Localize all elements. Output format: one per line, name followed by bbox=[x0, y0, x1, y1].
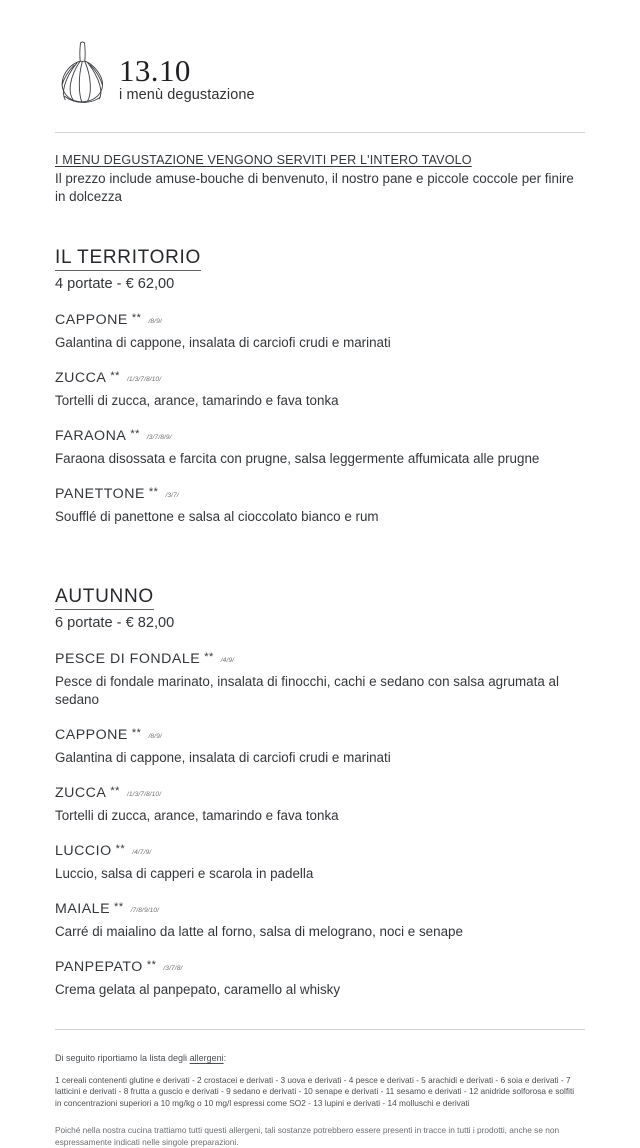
course-name: PANETTONE bbox=[55, 486, 145, 502]
course-description: Soufflé di panettone e salsa al cioccolato bianco e rum bbox=[55, 509, 379, 524]
course-allergen-codes: /4/9/ bbox=[220, 657, 235, 664]
course-stars: ** bbox=[131, 727, 142, 739]
course-allergen-codes: /1/3/7/8/10/ bbox=[126, 376, 162, 383]
course-name: ZUCCA bbox=[55, 785, 107, 801]
course-heading bbox=[55, 784, 585, 805]
course-stars: ** bbox=[146, 959, 157, 971]
course-item bbox=[55, 650, 585, 709]
course-item bbox=[55, 485, 585, 526]
course-allergen-codes: /8/9/ bbox=[148, 733, 162, 740]
course-stars: ** bbox=[148, 486, 159, 498]
course-heading bbox=[55, 369, 585, 390]
course-description: Tortelli di zucca, arance, tamarindo e fava tonka bbox=[55, 393, 339, 408]
course-item bbox=[55, 427, 585, 468]
course-item bbox=[55, 726, 585, 767]
menu-price-line: 6 portate - € 82,00 bbox=[55, 615, 175, 631]
menu-title: IL TERRITORIO bbox=[55, 247, 201, 271]
course-description: Carré di maialino da latte al forno, salsa di melograno, noci e senape bbox=[55, 924, 463, 939]
course-item bbox=[55, 842, 585, 883]
course-heading bbox=[55, 650, 585, 671]
course-stars: ** bbox=[130, 428, 140, 440]
course-description: Galantina di cappone, insalata di carciofi crudi e marinati bbox=[55, 335, 391, 350]
allergen-lead-suffix: : bbox=[223, 1053, 227, 1063]
course-name: LUCCIO bbox=[55, 843, 112, 859]
brand-block bbox=[119, 55, 255, 105]
course-allergen-codes: /1/3/7/8/10/ bbox=[126, 791, 162, 798]
course-item bbox=[55, 311, 585, 352]
course-description: Pesce di fondale marinato, insalata di finocchi, cachi e sedano con salsa agrumata al sedano bbox=[55, 674, 559, 707]
course-item bbox=[55, 958, 585, 999]
course-stars: ** bbox=[131, 312, 142, 324]
course-description: Galantina di cappone, insalata di carciofi crudi e marinati bbox=[55, 750, 391, 765]
course-name: PESCE DI FONDALE bbox=[55, 651, 201, 667]
course-name: ZUCCA bbox=[55, 370, 107, 386]
allergen-lead bbox=[55, 1052, 585, 1065]
course-description: Luccio, salsa di capperi e scarola in padella bbox=[55, 866, 314, 881]
course-heading bbox=[55, 311, 585, 332]
menu-section-autunno bbox=[55, 586, 585, 999]
course-stars: ** bbox=[114, 901, 124, 913]
course-name: CAPPONE bbox=[55, 727, 128, 743]
course-allergen-codes: /3/7/8/9/ bbox=[146, 434, 172, 441]
course-heading bbox=[55, 726, 585, 747]
course-name: CAPPONE bbox=[55, 312, 128, 328]
course-item bbox=[55, 900, 585, 941]
brand-subtitle: i menù degustazione bbox=[119, 87, 255, 103]
brand-title: 13.10 bbox=[119, 53, 191, 88]
allergeni-link: allergeni bbox=[189, 1053, 224, 1063]
course-description: Tortelli di zucca, arance, tamarindo e fava tonka bbox=[55, 808, 339, 823]
course-item bbox=[55, 369, 585, 410]
course-stars: ** bbox=[110, 370, 120, 382]
course-name: PANPEPATO bbox=[55, 959, 143, 975]
intro-block bbox=[55, 152, 585, 206]
course-allergen-codes: /4/7/9/ bbox=[132, 849, 152, 856]
allergen-lead-prefix: Di seguito riportiamo la lista degli bbox=[55, 1053, 190, 1063]
course-allergen-codes: /3/7/8/ bbox=[163, 965, 183, 972]
footer-divider bbox=[55, 1029, 585, 1030]
course-stars: ** bbox=[110, 785, 120, 797]
header-divider bbox=[55, 132, 585, 133]
menu-price-line: 4 portate - € 62,00 bbox=[55, 276, 175, 292]
cross-contamination-note: Poiché nella nostra cucina trattiamo tutti questi allergeni, tali sostanze potrebbero essere presenti in tracce in tutti i prodotti, anche se non espressamente indicati nelle singole preparazioni. bbox=[55, 1125, 560, 1147]
course-name: FARAONA bbox=[55, 428, 127, 444]
course-description: Faraona disossata e farcita con prugne, salsa leggermente affumicata alle prugne bbox=[55, 451, 540, 466]
course-name: MAIALE bbox=[55, 901, 111, 917]
course-stars: ** bbox=[204, 651, 214, 663]
course-heading bbox=[55, 958, 585, 979]
allergen-list: 1 cereali contenenti glutine e derivati - 2 crostacei e derivati - 3 uova e derivati - 4 pesce e derivati - 5 arachidi e derivati - 6 soia e derivati - 7 latticini e derivati - 8 frutta a guscio e derivati - 9 sedano e derivati - 10 senape e derivati - 11 sesamo e derivati - 12 anidride solforosa e solfiti in concentrazioni superiori a 10 mg/kg o 10 mg/l espressi come SO2 - 13 lupini e derivati - 14 molluschi e derivati bbox=[55, 1075, 575, 1108]
garlic-bulb-icon bbox=[55, 39, 109, 105]
menu-title: AUTUNNO bbox=[55, 586, 154, 610]
course-item bbox=[55, 784, 585, 825]
course-heading bbox=[55, 842, 585, 863]
price-includes-notice: Il prezzo include amuse-bouche di benvenuto, il nostro pane e piccole coccole per finire in dolcezza bbox=[55, 171, 574, 204]
menu-section-il-territorio bbox=[55, 247, 585, 526]
course-description: Crema gelata al panpepato, caramello al whisky bbox=[55, 982, 341, 997]
course-heading bbox=[55, 485, 585, 506]
course-heading bbox=[55, 900, 585, 921]
course-stars: ** bbox=[115, 843, 126, 855]
course-allergen-codes: /8/9/ bbox=[148, 318, 162, 325]
course-list bbox=[55, 311, 585, 526]
service-notice: I MENU DEGUSTAZIONE VENGONO SERVITI PER L'INTERO TAVOLO bbox=[55, 153, 472, 167]
course-list bbox=[55, 650, 585, 999]
allergen-footer bbox=[55, 1052, 585, 1148]
course-heading bbox=[55, 427, 585, 448]
course-allergen-codes: /3/7/ bbox=[165, 492, 179, 499]
course-allergen-codes: /7/8/9/10/ bbox=[130, 907, 160, 914]
page-header bbox=[55, 0, 585, 105]
